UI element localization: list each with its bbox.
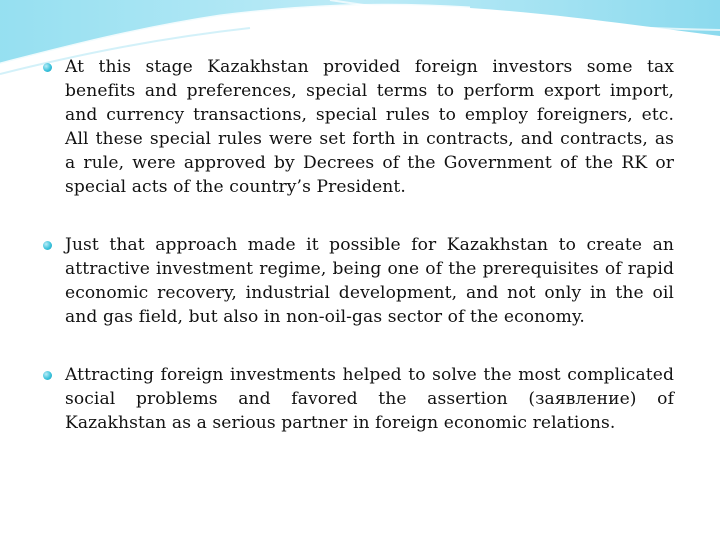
bullet-dot-icon [43,63,52,72]
bullet-dot-icon [43,241,52,250]
bullet-text: Attracting foreign investments helped to solve the most complicated social problems and favored the assertion (заявление) of Kazakhstan as a serious partner in foreign economic relations. [65,365,674,433]
bullet-text: At this stage Kazakhstan provided foreign investors some tax benefits and preferences, special terms to perform export import, and currency transactions, special rules to employ foreigners, etc. All these special rules were set forth in contracts, and contracts, as a rule, were approved by Decrees of the Government of the RK or special acts of the country’s President. [65,57,674,197]
bullet-item [38,55,674,199]
bullet-item [38,363,674,435]
bullet-list [38,55,674,435]
bullet-dot-icon [43,371,52,380]
bullet-text: Just that approach made it possible for Kazakhstan to create an attractive investment regime, being one of the prerequisites of rapid economic recovery, industrial development, and not only in the oil and gas field, but also in non-oil-gas sector of the economy. [65,235,674,327]
bullet-item [38,233,674,329]
